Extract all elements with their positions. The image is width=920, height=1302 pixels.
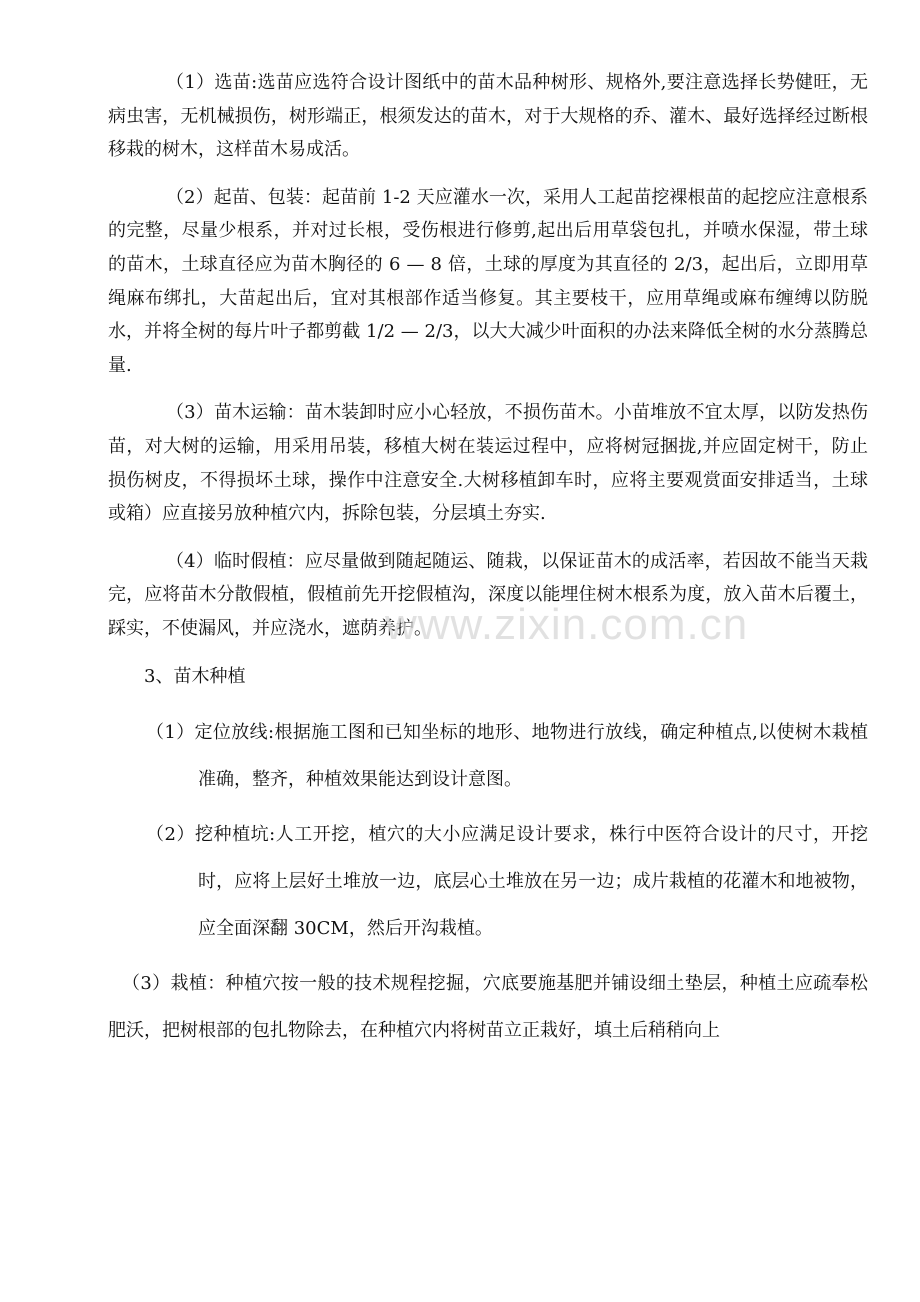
paragraph-lifting-packing: （2）起苗、包装：起苗前 1-2 天应灌水一次，采用人工起苗挖裸根苗的起挖应注意根系的完整，尽量少根系，并对过长根，受伤根进行修剪,起出后用草袋包扎，并喷水保湿，带土球的苗木，土球直径应为苗木胸径的 6 — 8 倍，土球的厚度为其直径的 2/3，起出后，立即用草绳麻布绑扎，大苗起出后，宜对其根部作适当修复。其主要枝干，应用草绳或麻布缠缚以防脱水，并将全树的每片叶子都剪截 1/2 — 2/3，以大大减少叶面积的办法来降低全树的水分蒸腾总量. (108, 186, 868, 376)
list-item-digging-pits: （2）挖种植坑:人工开挖，植穴的大小应满足设计要求，株行中医符合设计的尺寸，开挖时，应将上层好土堆放一边，底层心土堆放在另一边；成片栽植的花灌木和地被物，应全面深翻 30CM，然后开沟栽植。 (146, 824, 868, 940)
list-item-planting: （3）栽植：种植穴按一般的技术规程挖掘，穴底要施基肥并铺设细土垫层，种植土应疏奉松肥沃，把树根部的包扎物除去，在种植穴内将树苗立正栽好，填土后稍稍向上 (108, 973, 868, 1042)
paragraph-transport: （3）苗木运输：苗木装卸时应小心轻放，不损伤苗木。小苗堆放不宜太厚，以防发热伤苗，对大树的运输，用采用吊装，移植大树在装运过程中，应将树冠捆拢,并应固定树干，防止损伤树皮，不得损坏土球，操作中注意安全.大树移植卸车时，应将主要观赏面安排适当，土球或箱）应直接另放种植穴内，拆除包装，分层填土夯实. (108, 402, 868, 525)
watermark-text: www.zixin.com.cn (385, 600, 749, 649)
paragraph-temporary-heeling: （4）临时假植：应尽量做到随起随运、随栽，以保证苗木的成活率，若因故不能当天栽完，应将苗木分散假植，假植前先开挖假植沟，深度以能埋住树木根系为度，放入苗木后覆土，踩实，不使漏风，并应浇水，遮荫养护。 (108, 550, 868, 639)
paragraph-seedling-selection: （1）选苗:选苗应选符合设计图纸中的苗木品种树形、规格外,要注意选择长势健旺，无病虫害，无机械损伤，树形端正，根须发达的苗木，对于大规格的乔、灌木、最好选择经过断根移栽的树木，这样苗木易成活。 (108, 72, 868, 161)
section-heading: 3、苗木种植 (144, 665, 246, 687)
list-item-staking-out: （1）定位放线:根据施工图和已知坐标的地形、地物进行放线，确定种植点,以使树木栽植准确，整齐，种植效果能达到设计意图。 (146, 722, 868, 791)
